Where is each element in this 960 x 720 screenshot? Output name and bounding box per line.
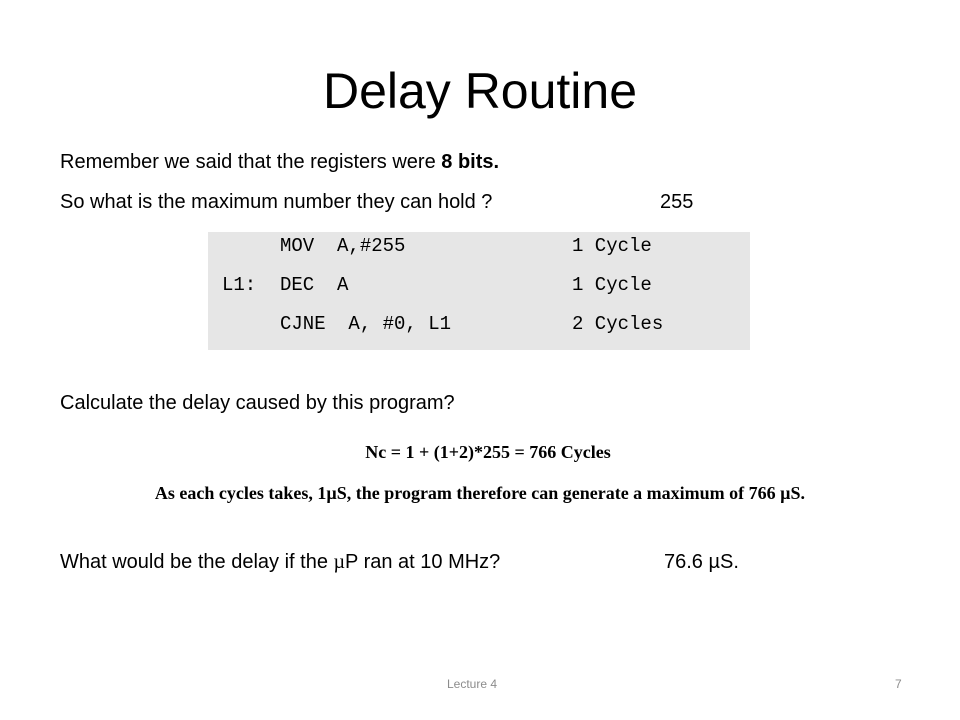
delay-question: Calculate the delay caused by this program? [60, 392, 455, 414]
registers-statement-text: Remember we said that the registers were [60, 151, 442, 173]
frequency-question [60, 548, 500, 576]
frequency-question-prefix: What would be the delay if the [60, 551, 334, 573]
code-cycles: 1 Cycle [572, 235, 652, 257]
cycle-formula: Nc = 1 + (1+2)*255 = 766 Cycles [365, 442, 611, 462]
max-number-question: So what is the maximum number they can hold ? [60, 191, 493, 213]
code-cycles: 2 Cycles [572, 313, 664, 335]
frequency-question-suffix: P ran at 10 MHz? [345, 551, 501, 573]
code-instruction: DEC A [280, 274, 349, 296]
max-number-answer: 255 [660, 191, 694, 213]
footer-page-number: 7 [895, 677, 902, 691]
footer-lecture: Lecture 4 [447, 677, 498, 691]
code-instruction: CJNE A, #0, L1 [280, 313, 452, 335]
code-cycles: 1 Cycle [572, 274, 652, 296]
code-line [208, 232, 750, 260]
frequency-answer: 76.6 µS. [664, 551, 739, 573]
code-instruction: MOV A,#255 [280, 235, 406, 257]
code-line [208, 310, 750, 338]
code-label: L1: [222, 274, 257, 296]
delay-explanation: As each cycles takes, 1µS, the program therefore can generate a maximum of 766 µS. [154, 483, 806, 503]
code-line [208, 271, 750, 299]
registers-bits-bold: 8 bits. [441, 151, 500, 173]
assembly-code-block [208, 232, 750, 350]
mu-symbol: µ [333, 551, 346, 573]
slide-title: Delay Routine [322, 63, 638, 119]
registers-statement [60, 148, 499, 176]
